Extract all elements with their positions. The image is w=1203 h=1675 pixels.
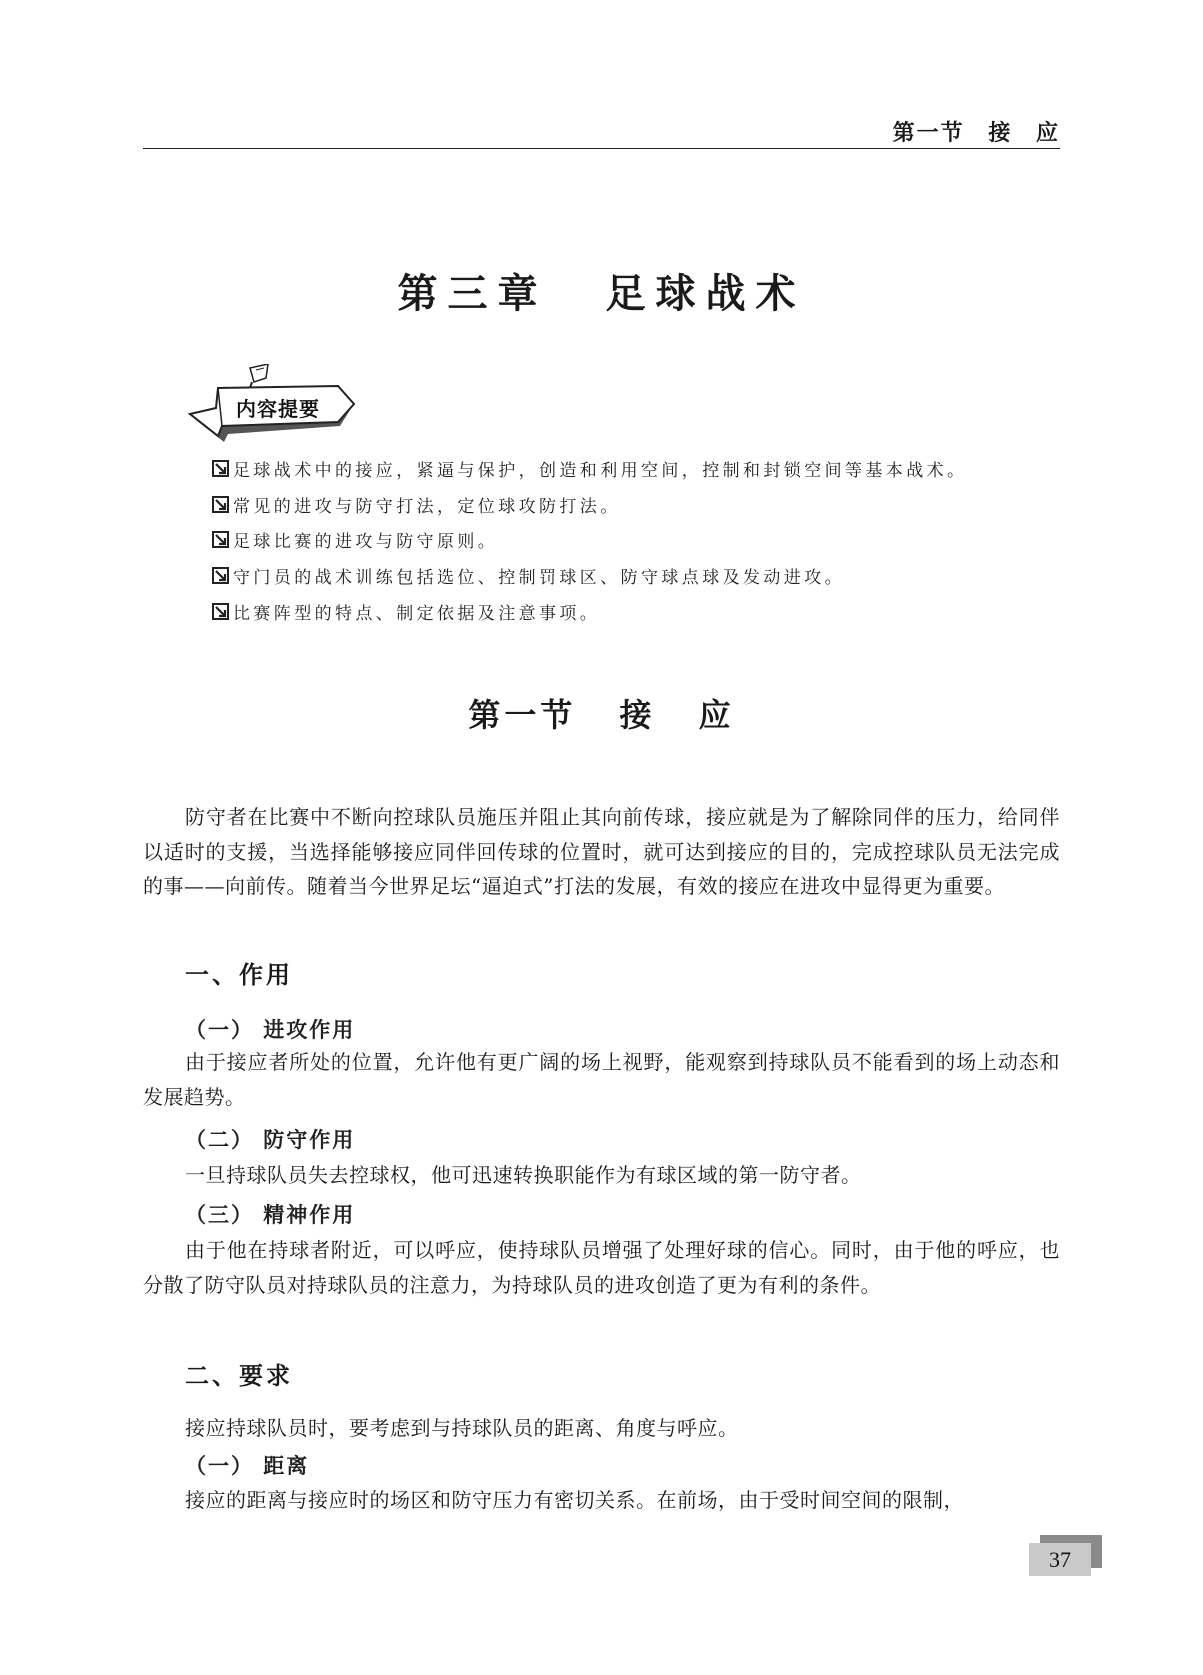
subheading-defense: （二） 防守作用 [185, 1128, 356, 1152]
summary-item [212, 522, 1072, 558]
summary-item-text: 足球比赛的进攻与防守原则。 [233, 532, 499, 553]
summary-badge [188, 364, 368, 444]
arrow-bullet-icon [212, 531, 229, 548]
summary-item-text: 足球战术中的接应，紧逼与保护，创造和利用空间，控制和封锁空间等基本战术。 [233, 461, 968, 482]
paragraph-defense: 一旦持球队员失去控球权，他可迅速转换职能作为有球区域的第一防守者。 [185, 1163, 862, 1187]
running-header: 第一节 接 应 [892, 121, 1060, 146]
summary-item-text: 比赛阵型的特点、制定依据及注意事项。 [233, 603, 601, 624]
subheading-distance: （一） 距离 [185, 1454, 310, 1478]
header-rule [143, 148, 1060, 149]
subheading-spirit: （三） 精神作用 [185, 1203, 356, 1227]
paragraph-attack: 由于接应者所处的位置，允许他有更广阔的场上视野，能观察到持球队员不能看到的场上动态和发展趋势。 [143, 1050, 1060, 1109]
summary-list [212, 451, 1072, 629]
arrow-bullet-icon [212, 496, 229, 513]
summary-item [212, 451, 1072, 487]
arrow-bullet-icon [212, 603, 229, 620]
subheading-attack: （一） 进攻作用 [185, 1018, 356, 1042]
paragraph-distance: 接应的距离与接应时的场区和防守压力有密切关系。在前场，由于受时间空间的限制， [185, 1488, 964, 1512]
section-title: 第一节 接 应 [468, 696, 735, 734]
summary-item [212, 558, 1072, 594]
summary-item [212, 593, 1072, 629]
arrow-bullet-icon [212, 567, 229, 584]
paragraph-spirit: 由于他在持球者附近，可以呼应，使持球队员增强了处理好球的信心。同时，由于他的呼应，也分散了防守队员对持球队员的注意力，为持球队员的进攻创造了更为有利的条件。 [143, 1238, 1060, 1297]
arrow-bullet-icon [212, 460, 229, 477]
summary-item-text: 常见的进攻与防守打法，定位球攻防打法。 [233, 496, 621, 517]
summary-item [212, 487, 1072, 523]
intro-paragraph: 防守者在比赛中不断向控球队员施压并阻止其向前传球，接应就是为了解除同伴的压力，给同伴以适时的支援，当选择能够接应同伴回传球的位置时，就可达到接应的目的，完成控球队员无法完成的事——向前传。随着当今世界足坛“逼迫式”打法的发展，有效的接应在进攻中显得更为重要。 [143, 805, 1060, 898]
paragraph-requirements: 接应持球队员时，要考虑到与持球队员的距离、角度与呼应。 [185, 1416, 739, 1440]
heading-requirements: 二、要求 [185, 1362, 293, 1390]
page-number: 37 [1029, 1543, 1091, 1576]
heading-functions: 一、作用 [185, 961, 293, 989]
summary-label: 内容提要 [236, 397, 320, 421]
chapter-title: 第三章 足球战术 [397, 270, 806, 317]
summary-item-text: 守门员的战术训练包括选位、控制罚球区、防守球点球及发动进攻。 [233, 568, 845, 589]
